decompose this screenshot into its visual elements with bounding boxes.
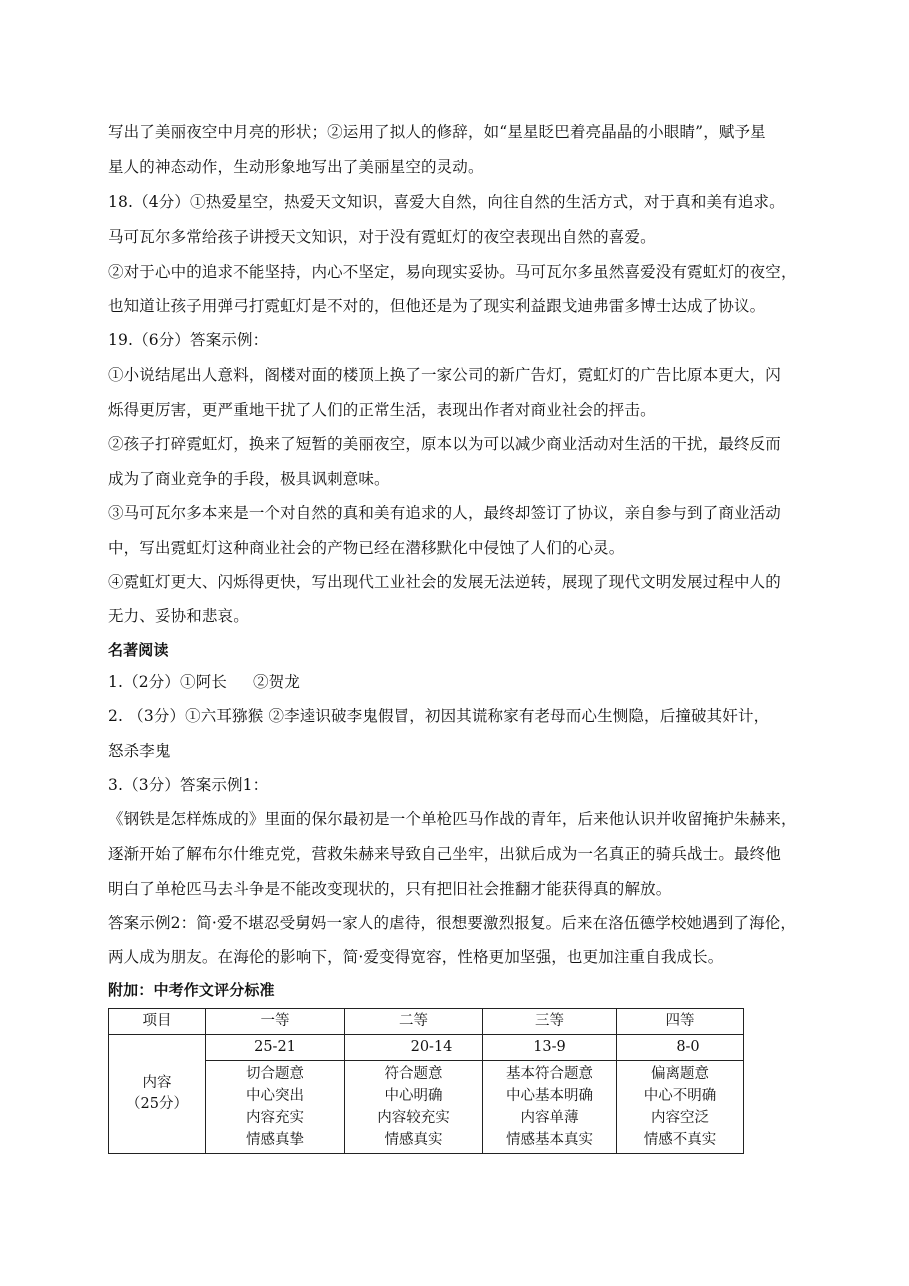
text-line: 也知道让孩子用弹弓打霓虹灯是不对的，但他还是为了现实利益跟戈迪弗雷多博士达成了协议。	[108, 297, 766, 315]
criterion-text: 情感真挚	[246, 1132, 304, 1148]
reading-q3-line: 逐渐开始了解布尔什维克党，营救朱赫来导致自己坐牢，出狱后成为一名真正的骑兵战士。最终他	[108, 845, 781, 863]
table-header-cell: 四等	[617, 1009, 744, 1035]
score-range-cell	[345, 1035, 483, 1061]
table-header-cell: 二等	[345, 1009, 483, 1035]
text-line: 烁得更厉害，更严重地干扰了人们的正常生活，表现出作者对商业社会的抨击。	[108, 401, 656, 419]
criterion-text: 内容充实	[246, 1110, 304, 1126]
criterion-text: 中心不明确	[643, 1088, 717, 1104]
criterion-text: 中心明确	[384, 1088, 443, 1104]
criterion-text: 基本符合题意	[506, 1066, 593, 1082]
text-line: 星人的神态动作，生动形象地写出了美丽星空的灵动。	[108, 158, 484, 176]
table-header-row	[109, 1009, 744, 1035]
text-line: ④霓虹灯更大、闪烁得更快，写出现代工业社会的发展无法逆转，展现了现代文明发展过程中人的	[108, 573, 781, 591]
text-line: 马可瓦尔多常给孩子讲授天文知识，对于没有霓虹灯的夜空表现出自然的喜爱。	[108, 228, 656, 246]
reading-q3-line: 答案示例2：简·爱不堪忍受舅妈一家人的虐待，很想要激烈报复。后来在洛伍德学校她遇到了海伦，	[108, 914, 797, 932]
score-range: 25-21	[254, 1039, 296, 1055]
row-label-score: （25分）	[126, 1096, 188, 1112]
criterion-text: 中心基本明确	[506, 1088, 593, 1104]
text-line: 写出了美丽夜空中月亮的形状；②运用了拟人的修辞，如“星星眨巴着亮晶晶的小眼睛”，赋予星	[108, 123, 766, 141]
q1-answer-2: ②贺龙	[253, 673, 300, 691]
description-cell	[617, 1061, 744, 1154]
text-line: ①小说结尾出人意料，阁楼对面的楼顶上换了一家公司的新广告灯，霓虹灯的广告比原本更大，闪	[108, 366, 781, 384]
description-cell	[483, 1061, 617, 1154]
criterion-text: 内容空泛	[651, 1110, 709, 1126]
text-line: 无力、妥协和悲哀。	[108, 607, 249, 625]
text-line: 19.（6分）答案示例：	[108, 331, 269, 349]
section-heading-reading: 名著阅读	[108, 641, 169, 659]
scoring-table	[108, 1008, 744, 1154]
criterion-text: 情感不真实	[643, 1132, 717, 1148]
text-line: 成为了商业竞争的手段，极具讽刺意味。	[108, 470, 390, 488]
text-line: 中，写出霓虹灯这种商业社会的产物已经在潜移默化中侵蚀了人们的心灵。	[108, 539, 625, 557]
reading-q1	[108, 672, 808, 692]
criterion-text: 偏离题意	[651, 1066, 709, 1082]
criterion-text: 情感基本真实	[506, 1132, 593, 1148]
criterion-text: 中心突出	[246, 1088, 304, 1104]
section-heading-appendix: 附加：中考作文评分标准	[108, 981, 275, 999]
description-cell	[206, 1061, 345, 1154]
table-range-row	[109, 1035, 744, 1061]
table-header-cell: 项目	[109, 1009, 206, 1035]
row-label-cell	[109, 1035, 206, 1154]
criterion-text: 内容较充实	[377, 1110, 450, 1126]
q1-answer-1: 1.（2分）①阿长	[108, 673, 228, 691]
reading-q2-line: 怒杀李鬼	[108, 742, 171, 760]
text-line: ②孩子打碎霓虹灯，换来了短暂的美丽夜空，原本以为可以减少商业活动对生活的干扰，最终反而	[108, 435, 781, 453]
score-range: 13-9	[533, 1039, 566, 1055]
reading-q3-line: 《钢铁是怎样炼成的》里面的保尔最初是一个单枪匹马作战的青年，后来他认识并收留掩护朱赫来，	[108, 810, 797, 828]
criterion-text: 内容单薄	[520, 1110, 579, 1126]
description-cell	[345, 1061, 483, 1154]
row-label: 内容	[142, 1075, 172, 1091]
criterion-text: 切合题意	[246, 1066, 304, 1082]
score-range-cell	[617, 1035, 744, 1061]
score-range-cell	[483, 1035, 617, 1061]
text-line: ③马可瓦尔多本来是一个对自然的真和美有追求的人，最终却签订了协议，亲自参与到了商业活动	[108, 504, 781, 522]
text-line: ②对于心中的追求不能坚持，内心不坚定，易向现实妥协。马可瓦尔多虽然喜爱没有霓虹灯的夜空，	[108, 263, 797, 281]
text-line: 18.（4分）①热爱星空，热爱天文知识，喜爱大自然，向往自然的生活方式，对于真和美有追求。	[108, 193, 785, 211]
score-range: 8-0	[676, 1039, 700, 1055]
reading-q3-line: 3.（3分）答案示例1：	[108, 776, 269, 794]
score-range: 20-14	[410, 1039, 453, 1055]
reading-q3-line: 明白了单枪匹马去斗争是不能改变现状的，只有把旧社会推翻才能获得真的解放。	[108, 880, 672, 898]
score-range-cell	[206, 1035, 345, 1061]
table-header-cell: 三等	[483, 1009, 617, 1035]
criterion-text: 情感真实	[384, 1132, 443, 1148]
table-header-cell: 一等	[206, 1009, 345, 1035]
reading-q2-line: 2. （3分）①六耳猕猴 ②李逵识破李鬼假冒，初因其谎称家有老母而心生恻隐，后撞破其奸计，	[108, 707, 770, 725]
reading-q3-line: 两人成为朋友。在海伦的影响下，简·爱变得宽容，性格更加坚强，也更加注重自我成长。	[108, 948, 724, 966]
criterion-text: 符合题意	[384, 1066, 443, 1082]
